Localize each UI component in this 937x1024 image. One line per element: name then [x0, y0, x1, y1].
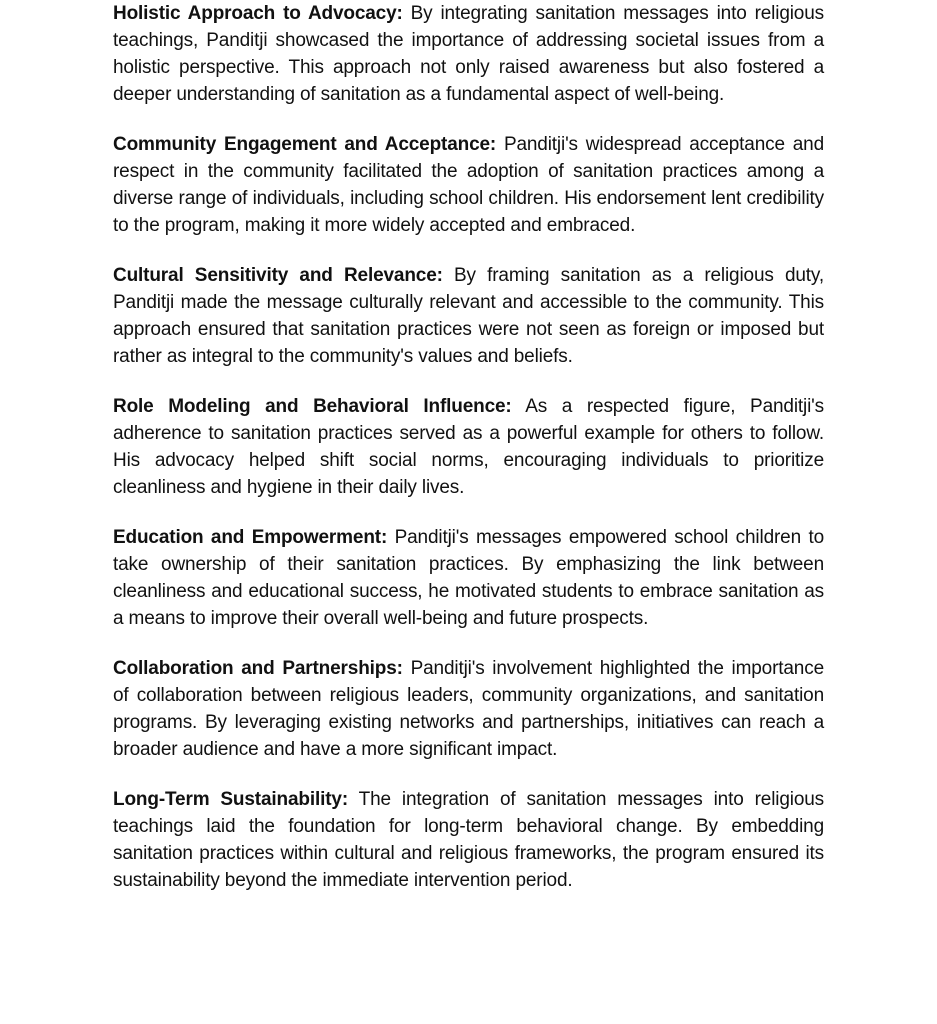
- paragraph-community-engagement: [113, 131, 824, 239]
- paragraph-heading: Collaboration and Partnerships:: [113, 658, 403, 679]
- paragraph-education-empowerment: [113, 524, 824, 632]
- paragraph-text: Panditji's widespread acceptance and respect in the community facilitated the adoption of sanitation practices among a diverse range of individuals, including school children. His endorsement lent credibility to the program, making it more widely accepted and embraced.: [113, 134, 824, 236]
- paragraph-text: By framing sanitation as a religious duty, Panditji made the message culturally relevant and accessible to the community. This approach ensured that sanitation practices were not seen as foreign or imposed but rather as integral to the community's values and beliefs.: [113, 265, 824, 367]
- paragraph-text: Panditji's messages empowered school children to take ownership of their sanitation practices. By emphasizing the link between cleanliness and educational success, he motivated students to embrace sanitation as a means to improve their overall well-being and future prospects.: [113, 527, 824, 629]
- paragraph-heading: Long-Term Sustainability:: [113, 789, 349, 810]
- document-page: [113, 0, 824, 917]
- paragraph-heading: Education and Empowerment:: [113, 527, 388, 548]
- paragraph-heading: Community Engagement and Acceptance:: [113, 134, 497, 155]
- paragraph-text: By integrating sanitation messages into religious teachings, Panditji showcased the importance of addressing societal issues from a holistic perspective. This approach not only raised awareness but also fostered a deeper understanding of sanitation as a fundamental aspect of well-being.: [113, 3, 824, 105]
- paragraph-collaboration: [113, 655, 824, 763]
- paragraph-role-modeling: [113, 393, 824, 501]
- paragraph-cultural-sensitivity: [113, 262, 824, 370]
- paragraph-heading: Role Modeling and Behavioral Influence:: [113, 396, 512, 417]
- paragraph-heading: Cultural Sensitivity and Relevance:: [113, 265, 443, 286]
- paragraph-text: Panditji's involvement highlighted the importance of collaboration between religious leaders, community organizations, and sanitation programs. By leveraging existing networks and partnerships, initiatives can reach a broader audience and have a more significant impact.: [113, 658, 824, 760]
- paragraph-heading: Holistic Approach to Advocacy:: [113, 3, 403, 24]
- paragraph-text: As a respected figure, Panditji's adherence to sanitation practices served as a powerful example for others to follow. His advocacy helped shift social norms, encouraging individuals to prioritize cleanliness and hygiene in their daily lives.: [113, 396, 824, 498]
- paragraph-text: The integration of sanitation messages into religious teachings laid the foundation for long-term behavioral change. By embedding sanitation practices within cultural and religious frameworks, the program ensured its sustainability beyond the immediate intervention period.: [113, 789, 825, 891]
- paragraph-long-term-sustainability: [113, 786, 824, 894]
- paragraph-holistic-approach: [113, 0, 824, 108]
